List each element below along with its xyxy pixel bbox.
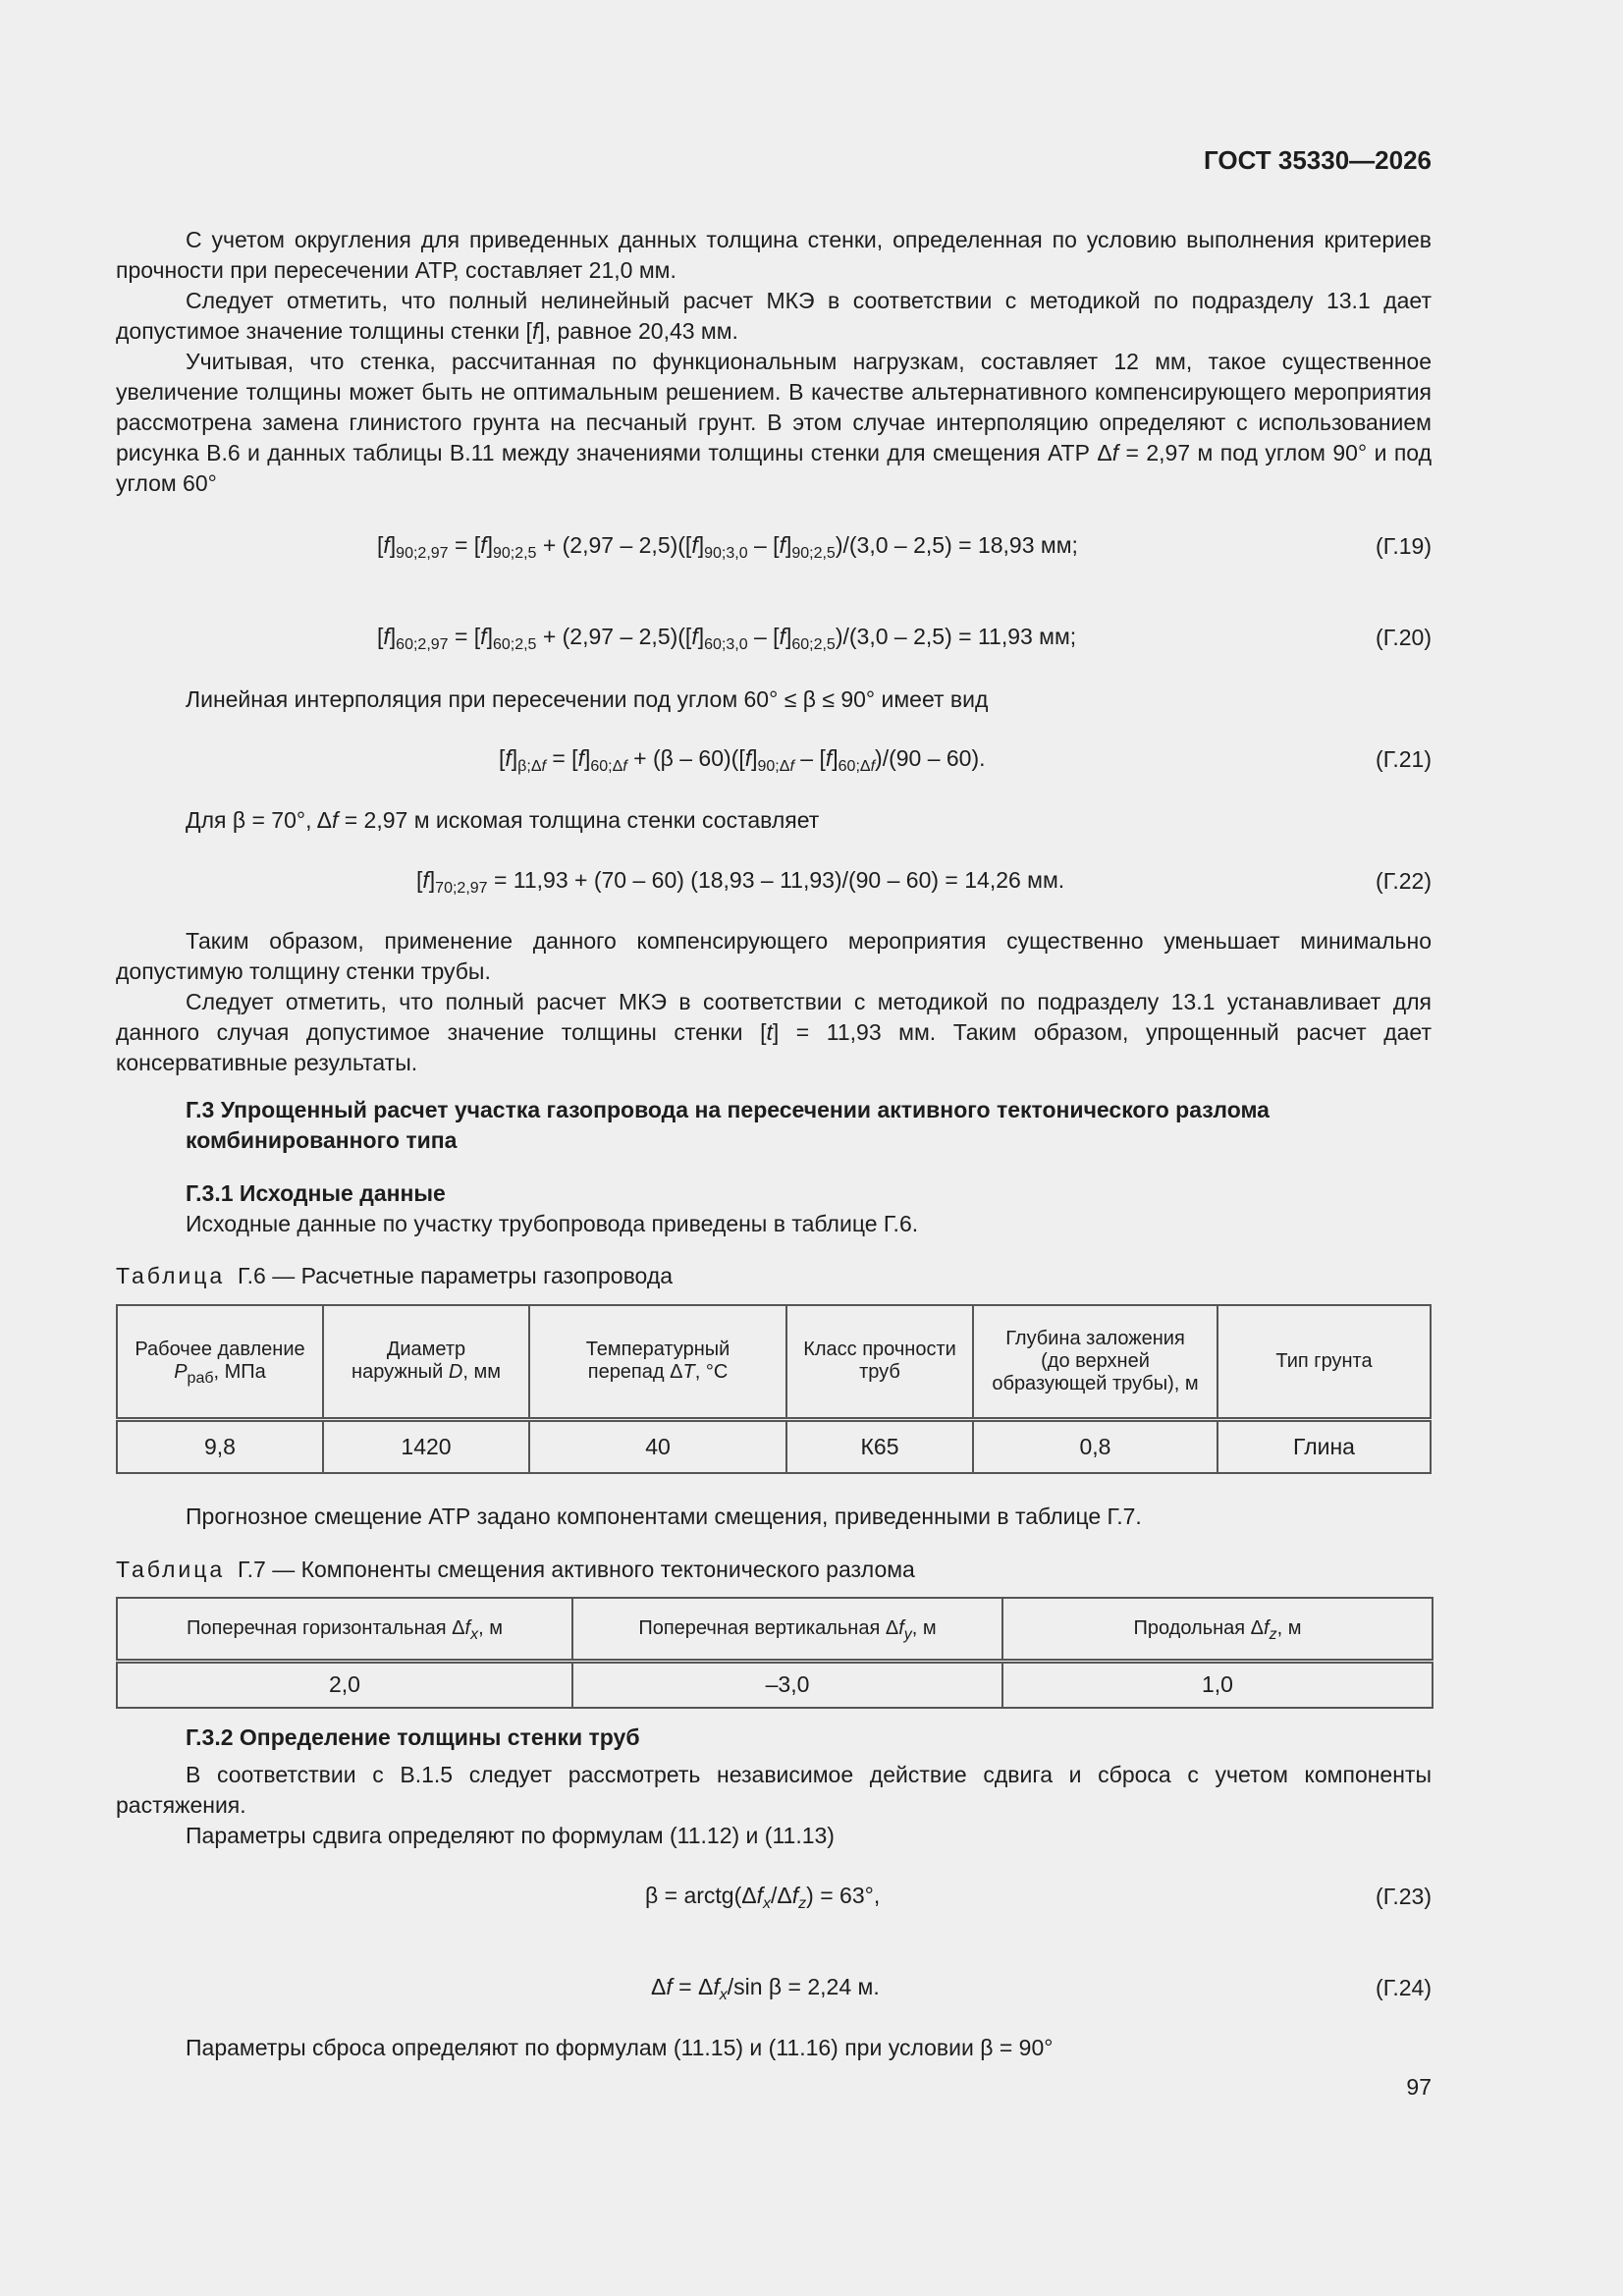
table-header-cell: Тип грунта — [1217, 1305, 1431, 1419]
table-header-cell: Температурный перепад ΔT, °C — [529, 1305, 786, 1419]
paragraph: Параметры сдвига определяют по формулам (11.12) и (11.13) — [186, 1823, 835, 1848]
table-cell: 9,8 — [117, 1419, 323, 1473]
table-header-cell: Класс прочности труб — [786, 1305, 973, 1419]
table-caption: Таблица Г.6 — Расчетные параметры газопровода — [116, 1263, 674, 1288]
equation-number: (Г.23) — [1376, 1884, 1432, 1909]
equation-number: (Г.21) — [1376, 746, 1432, 772]
equation-g23: $\beta = arctg(\Delta f_x/\Delta f_z) = 63^\circ$, — [645, 1883, 881, 1912]
table-header-cell: Продольная $\Delta f_z$, м — [1002, 1598, 1433, 1661]
table-g7 — [116, 1597, 1434, 1709]
equation-g22: $[f]_{70;2,97} = 11,93 + (70 - 60)$ (18,93 – 11,93)/(90 – 60) = 14,26 мм. — [416, 867, 1065, 897]
paragraph: Прогнозное смещение АТР задано компонентами смещения, приведенными в таблице Г.7. — [186, 1503, 1142, 1529]
table-cell: Глина — [1217, 1419, 1431, 1473]
equation-number: (Г.24) — [1376, 1975, 1432, 2000]
table-g6 — [116, 1304, 1432, 1474]
table-caption: Таблица Г.7 — Компоненты смещения активного тектонического разлома — [116, 1557, 915, 1582]
equation-number: (Г.22) — [1376, 868, 1432, 894]
table-header-cell: Рабочее давление $P_{раб}$, МПа — [117, 1305, 323, 1419]
equation-g24: $\Delta f = \Delta f_x/\sin$ β = 2,24 м. — [651, 1974, 880, 2003]
table-cell: 1,0 — [1002, 1661, 1433, 1708]
subsection-heading: Г.3.1 Исходные данные — [186, 1180, 446, 1206]
subsection-heading: Г.3.2 Определение толщины стенки труб — [186, 1724, 640, 1750]
table-cell: 2,0 — [117, 1661, 572, 1708]
table-cell: 1420 — [323, 1419, 529, 1473]
table-header-cell: Диаметр наружный D, мм — [323, 1305, 529, 1419]
paragraph: Для β = 70°, Δf = 2,97 м искомая толщина стенки составляет — [186, 807, 820, 833]
equation-number: (Г.20) — [1376, 625, 1432, 650]
table-cell: –3,0 — [572, 1661, 1002, 1708]
table-cell: 40 — [529, 1419, 786, 1473]
paragraph: С учетом округления для приведенных данных толщина стенки, определенная по условию выполнения критериев прочности при пересечении АТР, составляет 21,0 мм. — [116, 227, 1432, 283]
paragraph: В соответствии с В.1.5 следует рассмотреть независимое действие сдвига и сброса с учетом компоненты растяжения. — [116, 1762, 1432, 1818]
equation-number: (Г.19) — [1376, 533, 1432, 559]
paragraph: Линейная интерполяция при пересечении под углом 60° ≤ β ≤ 90° имеет вид — [186, 686, 989, 712]
equation-g20: $[f]_{60;2,97} = [f]_{60;2,5} + (2,97 - 2,5)([f]_{60;3,0} - [f]_{60;2,5})/(3,0 - 2,5) = 11,93$ мм; — [377, 624, 1077, 653]
table-header-cell: Поперечная вертикальная $\Delta f_y$, м — [572, 1598, 1002, 1661]
document-header: ГОСТ 35330—2026 — [1204, 145, 1432, 175]
table-cell: 0,8 — [973, 1419, 1217, 1473]
paragraph: Параметры сброса определяют по формулам (11.15) и (11.16) при условии β = 90° — [186, 2035, 1054, 2060]
paragraph: Следует отметить, что полный нелинейный расчет МКЭ в соответствии с методикой по подразделу 13.1 дает допустимое значение толщины стенки [f], равное 20,43 мм. — [116, 288, 1432, 344]
table-header-cell: Поперечная горизонтальная $\Delta f_x$, м — [117, 1598, 572, 1661]
paragraph: Таким образом, применение данного компенсирующего мероприятия существенно уменьшает минимально допустимую толщину стенки трубы. — [116, 928, 1432, 984]
paragraph: Учитывая, что стенка, рассчитанная по функциональным нагрузкам, составляет 12 мм, такое существенное увеличение толщины может быть не оптимальным решением. В качестве альтернативного компенсирующего мероприятия рассмотрена замена глинистого грунта на песчаный грунт. В этом случае интерполяцию определяют с использованием рисунка В.6 и данных таблицы В.11 между значениями толщины стенки для смещения АТР Δf = 2,97 м под углом 90° и под углом 60° — [116, 349, 1432, 496]
table-cell: К65 — [786, 1419, 973, 1473]
paragraph: Следует отметить, что полный расчет МКЭ в соответствии с методикой по подразделу 13.1 устанавливает для данного случая допустимое значение толщины стенки [t] = 11,93 мм. Таким образом, упрощенный расчет дает консервативные результаты. — [116, 989, 1432, 1075]
table-header-cell: Глубина заложения (до верхней образующей трубы), м — [973, 1305, 1217, 1419]
section-heading: Г.3 Упрощенный расчет участка газопровода на пересечении активного тектонического разлома комбинированного типа — [186, 1097, 1270, 1153]
equation-g21: $[f]_{\beta;\Delta f} = [f]_{60;\Delta f} + (\beta - 60)([f]_{90;\Delta f} - [f]_{60;\Delta f})/(90 - 60)$. — [499, 745, 986, 775]
paragraph: Исходные данные по участку трубопровода приведены в таблице Г.6. — [186, 1211, 919, 1236]
equation-g19: $[f]_{90;2,97} = [f]_{90;2,5} + (2,97 - 2,5)([f]_{90;3,0} - [f]_{90;2,5})/(3,0 - 2,5) = 18,93$ мм; — [377, 532, 1078, 562]
page-number: 97 — [1406, 2074, 1432, 2100]
